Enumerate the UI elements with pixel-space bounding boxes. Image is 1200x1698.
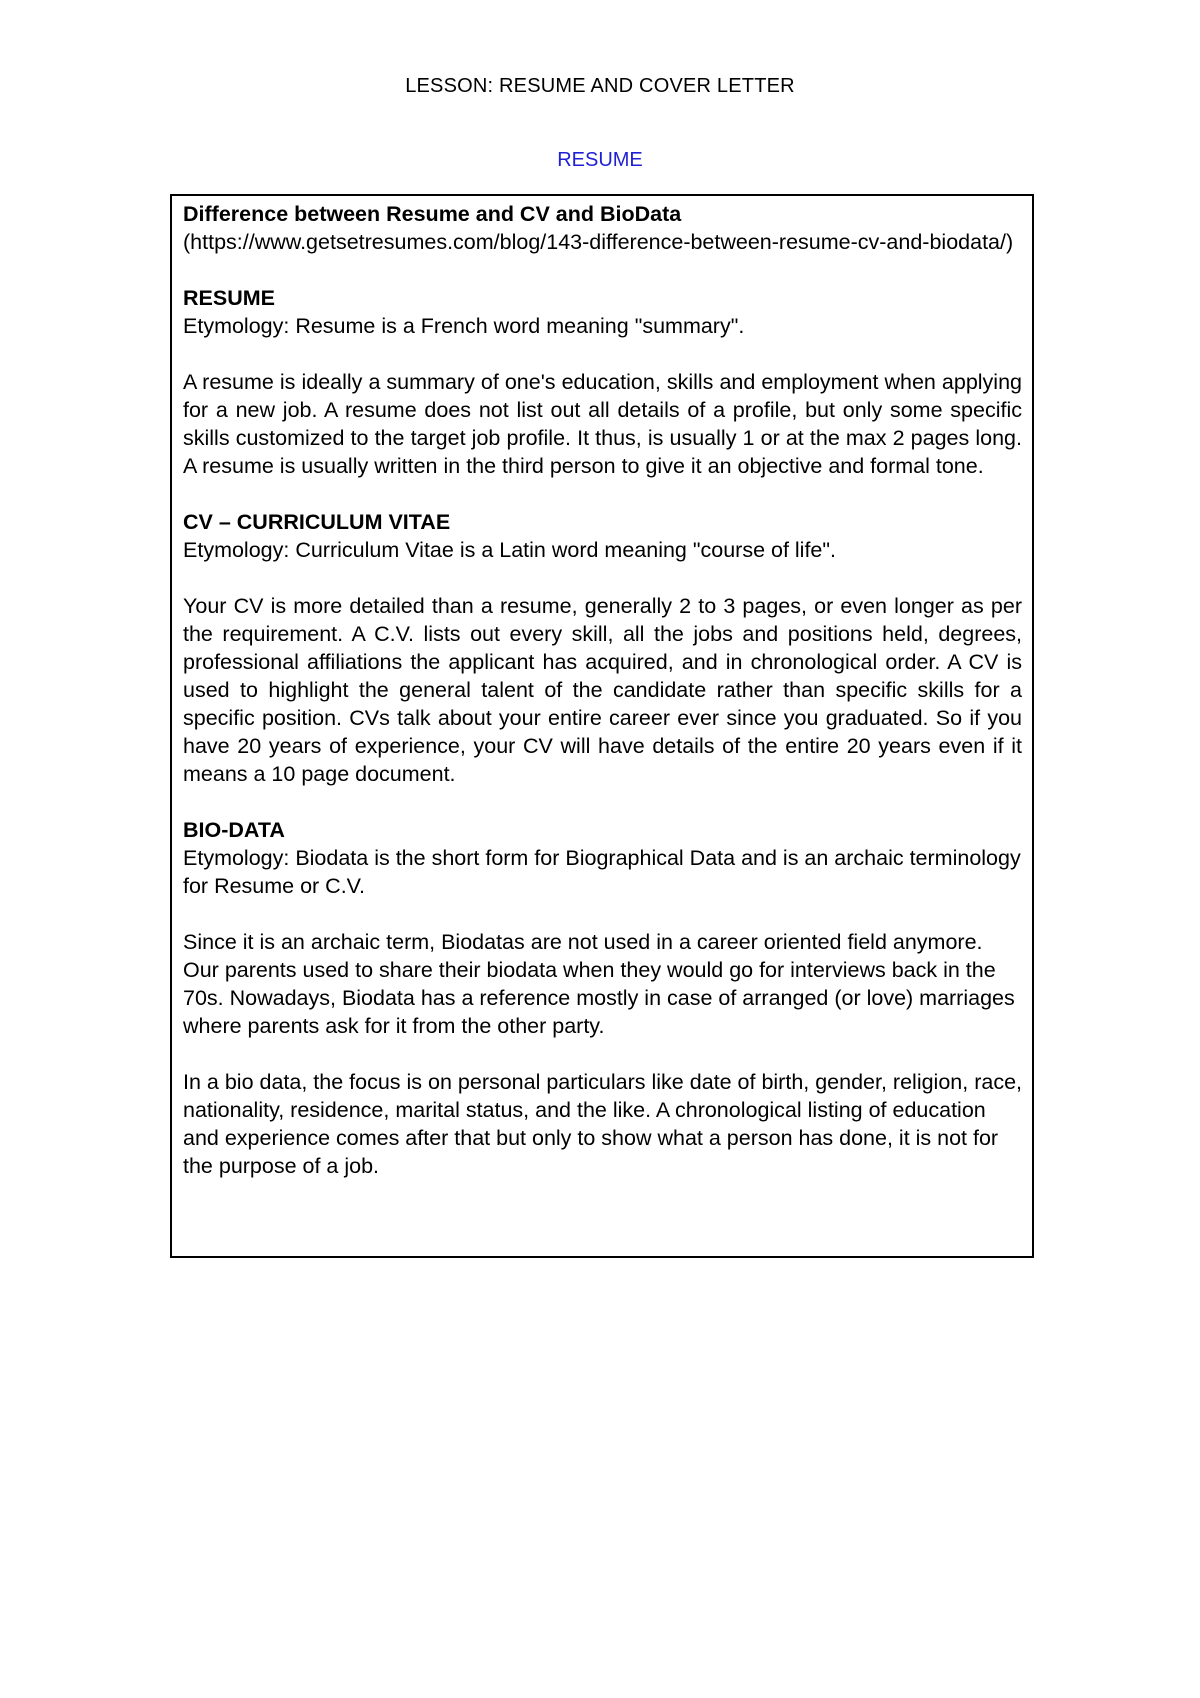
biodata-heading: BIO-DATA xyxy=(183,818,285,842)
source-link[interactable]: (https://www.getsetresumes.com/blog/143-difference-between-resume-cv-and-biodata/) xyxy=(183,230,1014,254)
cv-body: Your CV is more detailed than a resume, generally 2 to 3 pages, or even longer as per the requirement. A C.V. lists out every skill, all the jobs and positions held, degrees, professional affiliations the applicant has acquired, and in chronological order. A CV is used to highlight the general talent of the candidate rather than specific skills for a specific position. CVs talk about your entire career ever since you graduated. So if you have 20 years of experience, your CV will have details of the entire 20 years even if it means a 10 page document. xyxy=(183,594,1022,786)
content-box xyxy=(170,194,1034,1258)
spacer xyxy=(183,340,1022,368)
resume-heading: RESUME xyxy=(183,286,275,310)
spacer xyxy=(183,788,1022,816)
spacer xyxy=(183,900,1022,928)
biodata-etymology: Etymology: Biodata is the short form for Biographical Data and is an archaic terminology for Resume or C.V. xyxy=(183,846,1021,898)
section-heading-resume: RESUME xyxy=(557,149,643,171)
cv-heading: CV – CURRICULUM VITAE xyxy=(183,510,451,534)
spacer xyxy=(183,480,1022,508)
biodata-body-2: In a bio data, the focus is on personal particulars like date of birth, gender, religion, race, nationality, residence, marital status, and the like. A chronological listing of education and experience comes after that but only to show what a person has done, it is not for the purpose of a job. xyxy=(183,1070,1022,1178)
biodata-body-1: Since it is an archaic term, Biodatas are not used in a career oriented field anymore. Our parents used to share their biodata when they would go for interviews back in the 70s. Nowadays, Biodata has a reference mostly in case of arranged (or love) marriages where parents ask for it from the other party. xyxy=(183,930,1015,1038)
resume-body: A resume is ideally a summary of one's education, skills and employment when applying for a new job. A resume does not list out all details of a profile, but only some specific skills customized to the target job profile. It thus, is usually 1 or at the max 2 pages long. A resume is usually written in the third person to give it an objective and formal tone. xyxy=(183,370,1022,478)
spacer xyxy=(183,564,1022,592)
lesson-title: LESSON: RESUME AND COVER LETTER xyxy=(405,75,795,97)
cv-etymology: Etymology: Curriculum Vitae is a Latin word meaning "course of life". xyxy=(183,538,836,562)
spacer xyxy=(183,256,1022,284)
spacer xyxy=(183,1040,1022,1068)
box-title: Difference between Resume and CV and BioData xyxy=(183,202,682,226)
resume-etymology: Etymology: Resume is a French word meaning "summary". xyxy=(183,314,745,338)
